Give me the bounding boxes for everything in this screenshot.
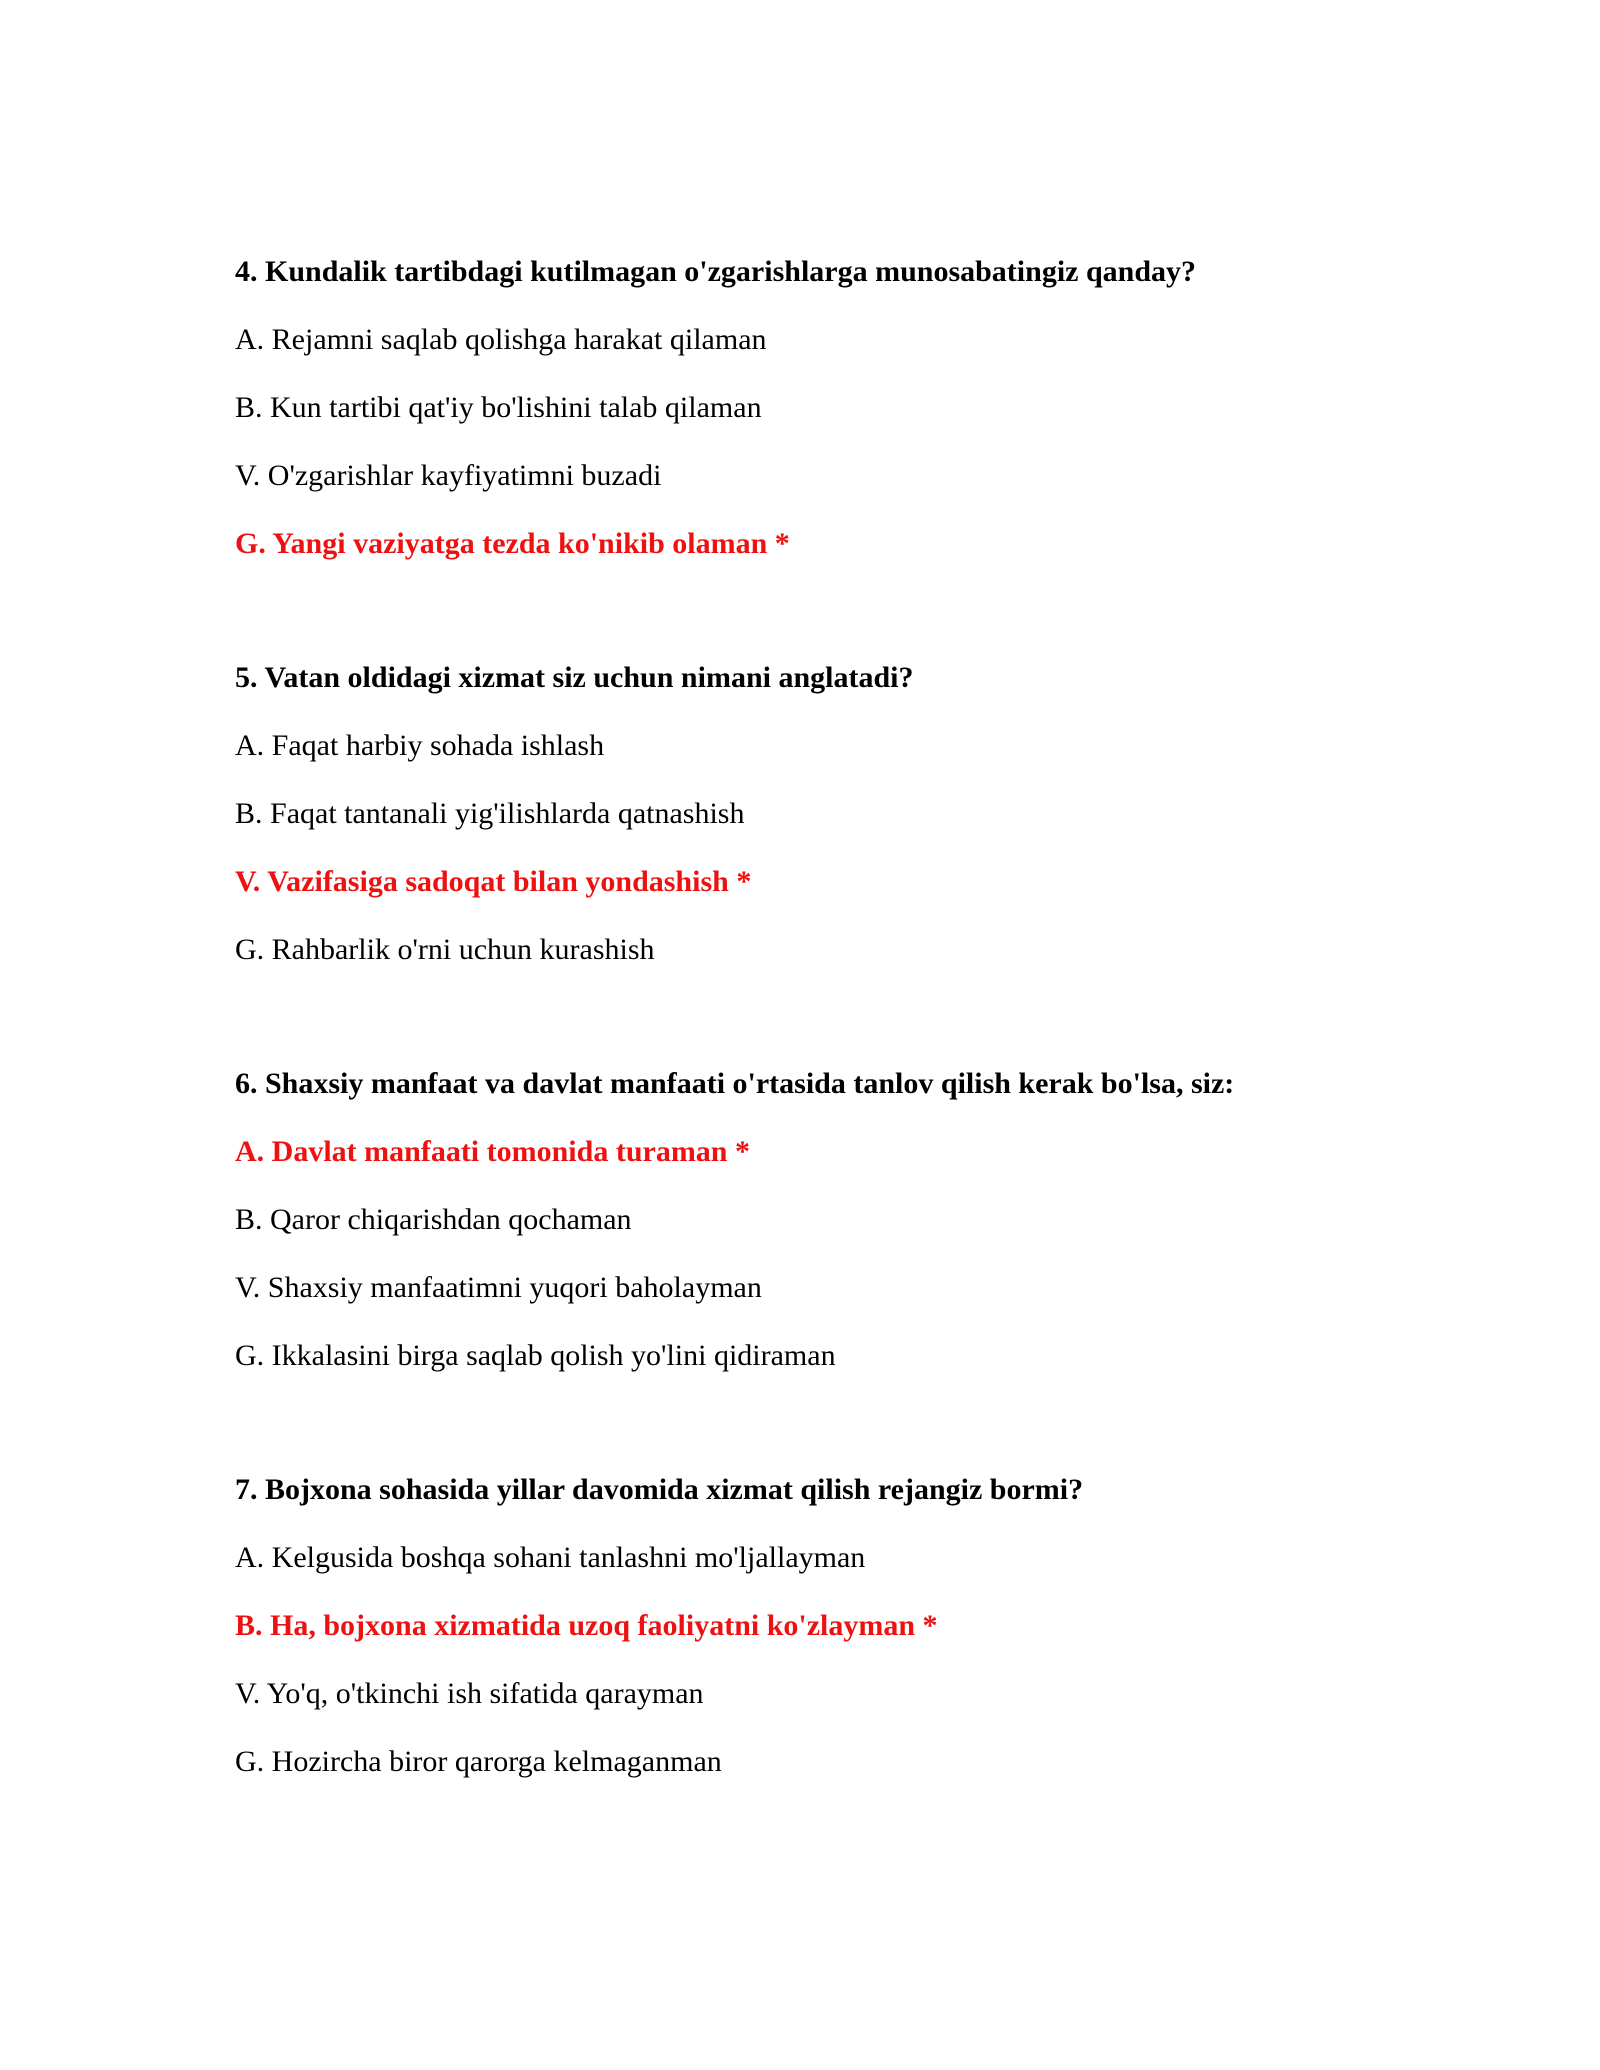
option-v: V. Yo'q, o'tkinchi ish sifatida qarayman [235, 1677, 704, 1710]
question-text: 6. Shaxsiy manfaat va davlat manfaati o'rtasida tanlov qilish kerak bo'lsa, siz: [235, 1067, 1235, 1100]
option-b: B. Faqat tantanali yig'ilishlarda qatnashish [235, 797, 745, 830]
question-block-7 [235, 1472, 1435, 1780]
question-block-5 [235, 660, 1435, 968]
option-g: G. Ikkalasini birga saqlab qolish yo'lini qidiraman [235, 1339, 836, 1372]
question-block-4 [235, 254, 1435, 562]
question-text: 7. Bojxona sohasida yillar davomida xizmat qilish rejangiz bormi? [235, 1473, 1084, 1506]
option-a-correct: A. Davlat manfaati tomonida turaman * [235, 1135, 750, 1168]
option-b: B. Qaror chiqarishdan qochaman [235, 1203, 632, 1236]
option-b: B. Kun tartibi qat'iy bo'lishini talab qilaman [235, 391, 762, 424]
option-v: V. Shaxsiy manfaatimni yuqori baholayman [235, 1271, 762, 1304]
option-a: A. Rejamni saqlab qolishga harakat qilaman [235, 323, 767, 356]
question-block-6 [235, 1066, 1435, 1374]
option-v: V. O'zgarishlar kayfiyatimni buzadi [235, 459, 662, 492]
question-text: 4. Kundalik tartibdagi kutilmagan o'zgarishlarga munosabatingiz qanday? [235, 255, 1197, 288]
option-g-correct: G. Yangi vaziyatga tezda ko'nikib olaman * [235, 527, 790, 560]
option-v-correct: V. Vazifasiga sadoqat bilan yondashish * [235, 865, 752, 898]
option-a: A. Faqat harbiy sohada ishlash [235, 729, 605, 762]
option-a: A. Kelgusida boshqa sohani tanlashni mo'ljallayman [235, 1541, 866, 1574]
option-g: G. Hozircha biror qarorga kelmaganman [235, 1745, 722, 1778]
option-g: G. Rahbarlik o'rni uchun kurashish [235, 933, 655, 966]
question-text: 5. Vatan oldidagi xizmat siz uchun nimani anglatadi? [235, 661, 914, 694]
option-b-correct: B. Ha, bojxona xizmatida uzoq faoliyatni ko'zlayman * [235, 1609, 938, 1642]
